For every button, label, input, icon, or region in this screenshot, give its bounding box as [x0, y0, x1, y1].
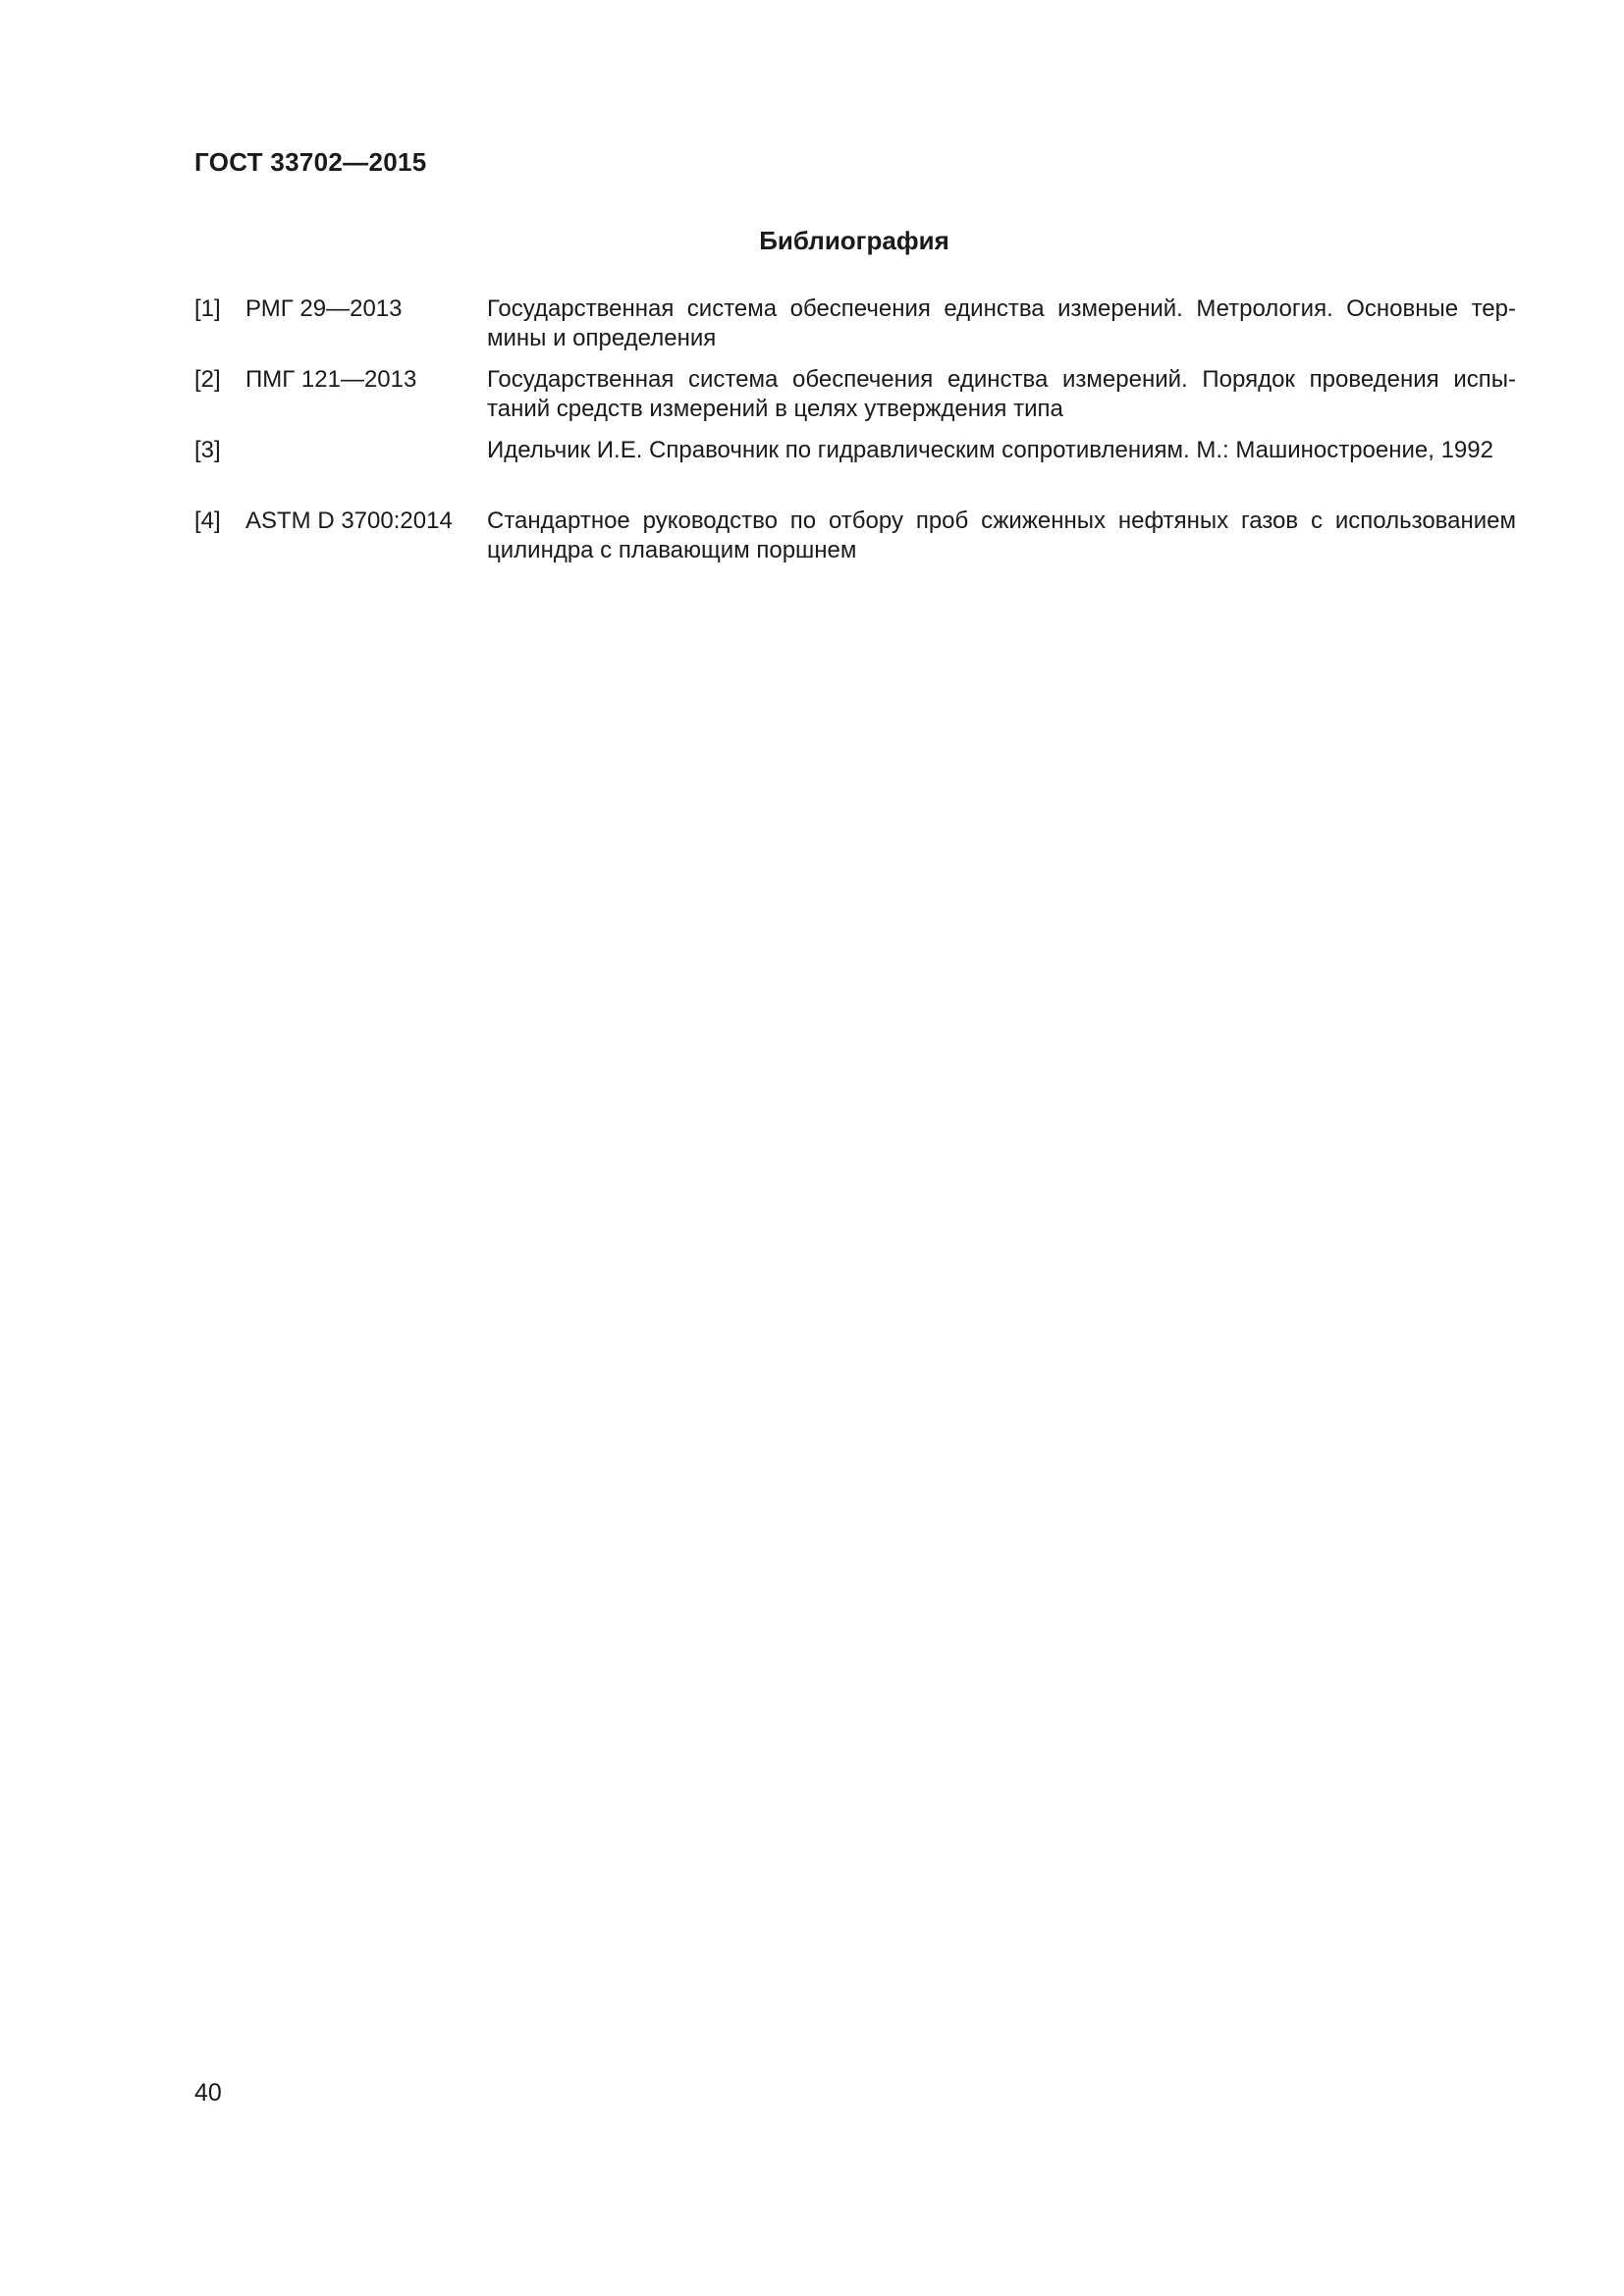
bibliography-entry-text: Идельчик И.Е. Справочник по гидравлическим сопротивлениям. М.: Машиностроение, 1992: [487, 437, 1493, 463]
bibliography-entry-number: [1]: [194, 295, 221, 322]
document-header-id: ГОСТ 33702—2015: [194, 147, 427, 177]
page-number: 40: [194, 2079, 222, 2107]
section-title: Библиография: [759, 226, 949, 255]
bibliography-entry: [194, 507, 1516, 577]
bibliography-entry-text: Стандартное руководство по отбору проб сжиженных нефтяных газов с использованием цилиндра с плавающим поршнем: [487, 507, 1516, 563]
bibliography-list: [194, 294, 1516, 577]
bibliography-entry-code: РМГ 29—2013: [245, 295, 403, 322]
bibliography-entry-code: ASTM D 3700:2014: [245, 507, 453, 534]
bibliography-entry-code: ПМГ 121—2013: [245, 366, 417, 393]
bibliography-entry-number: [3]: [194, 437, 221, 463]
bibliography-entry: [194, 294, 1516, 365]
bibliography-entry-number: [2]: [194, 366, 221, 393]
bibliography-entry-number: [4]: [194, 507, 221, 534]
bibliography-entry: [194, 365, 1516, 436]
bibliography-entry: [194, 436, 1516, 507]
bibliography-entry-text: Государственная система обеспечения единства измерений. Порядок проведения испы-таний средств измерений в целях утверждения типа: [487, 366, 1516, 422]
bibliography-entry-text: Государственная система обеспечения единства измерений. Метрология. Основные тер-мины и определения: [487, 295, 1516, 351]
